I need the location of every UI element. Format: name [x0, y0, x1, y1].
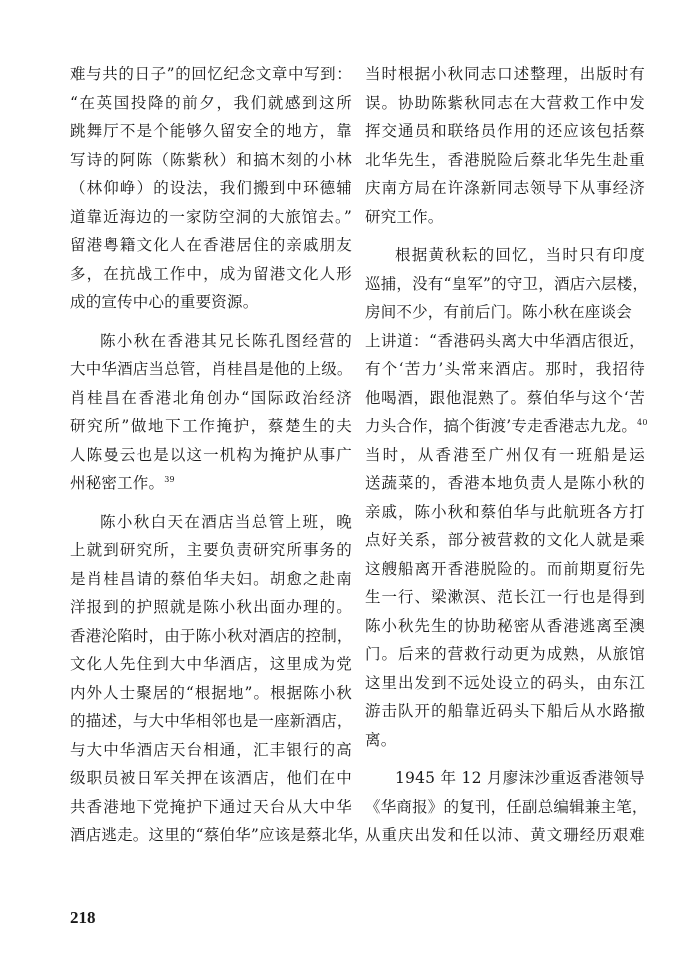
line-text: 力头合作，搞个街渡’专走香港志九龙。 — [365, 417, 638, 435]
text-line: 门。后来的营救行动更为成熟，从旅馆 — [365, 645, 645, 663]
text-line: 误。协助陈紫秋同志在大营救工作中发 — [365, 93, 645, 112]
text-line: 肖桂昌在香港北角创办“国际政治经济 — [70, 388, 352, 407]
page-number: 218 — [70, 908, 96, 927]
text-line: 挥交通员和联络员作用的还应该包括蔡 — [365, 122, 645, 140]
text-line: 酒店逃走。这里的“蔡伯华”应该是蔡北华， — [70, 826, 369, 844]
text-line: 写诗的阿陈（陈紫秋）和搞木刻的小林 — [70, 150, 352, 169]
text-line: 房间不少，有前后门。陈小秋在座谈会 — [365, 303, 632, 321]
text-line: 上就到研究所，主要负责研究所事务的 — [70, 541, 352, 559]
text-line: 留港粤籍文化人在香港居住的亲戚朋友 — [70, 236, 352, 254]
text-line: 有个‘苦力’头常来酒店。那时，我招待 — [365, 360, 645, 378]
text-line: 研究工作。 — [365, 207, 444, 226]
text-line — [365, 412, 648, 441]
paragraph-gap — [365, 754, 645, 764]
text-line: 陈小秋先生的协助秘密从香港逃离至澳 — [365, 616, 645, 635]
right-column — [365, 60, 649, 850]
text-line: 生一行、梁漱溟、范长江一行也是得到 — [365, 588, 645, 606]
text-line: 洋报到的护照就是陈小秋出面办理的。 — [70, 598, 352, 616]
text-line: 他喝酒，跟他混熟了。蔡伯华与这个‘苦 — [365, 388, 645, 407]
text-line: 道靠近海边的一家防空洞的大旅馆去。” — [70, 207, 352, 226]
text-line: 根据黄秋耘的回忆，当时只有印度 — [395, 246, 645, 264]
text-line: 文化人先住到大中华酒店，这里成为党 — [70, 655, 352, 673]
line-text: 州秘密工作。 — [70, 474, 165, 492]
paragraph — [70, 327, 352, 498]
paragraph — [365, 241, 649, 754]
paragraph — [365, 764, 648, 850]
text-line: 庆南方局在许涤新同志领导下从事经济 — [365, 179, 645, 197]
text-line: 亲戚，陈小秋和蔡伯华与此航班各方打 — [365, 502, 645, 521]
text-line: 大中华酒店当总管，肖桂昌是他的上级。 — [70, 360, 353, 378]
footnote-marker: 40 — [637, 417, 648, 427]
paragraph — [365, 60, 645, 231]
text-line: 上讲道：“香港码头离大中华酒店很近， — [365, 331, 645, 350]
paragraph — [70, 60, 352, 317]
text-line: 当时根据小秋同志口述整理，出版时有 — [365, 65, 645, 83]
text-line: 北华先生，香港脱险后蔡北华先生赴重 — [365, 150, 645, 169]
text-line: 送蔬菜的，香港本地负责人是陈小秋的 — [365, 474, 645, 492]
paragraph-gap — [70, 498, 352, 508]
text-line: 多，在抗战工作中，成为留港文化人形 — [70, 264, 352, 283]
text-line: 这里出发到不远处设立的码头，由东江 — [365, 673, 645, 692]
text-line: 级职员被日军关押在该酒店，他们在中 — [70, 769, 352, 787]
text-line: 从重庆出发和任以沛、黄文珊经历艰难 — [365, 826, 645, 844]
text-line: 点好关系，部分被营救的文化人就是乘 — [365, 531, 645, 549]
text-line: 香港沦陷时，由于陈小秋对酒店的控制， — [70, 626, 353, 645]
text-line: 的描述，与大中华相邻也是一座新酒店， — [70, 712, 353, 730]
text-line: 1945 年 12 月廖沫沙重返香港领导 — [395, 769, 645, 787]
text-line: 跳舞厅不是个能够久留安全的地方，靠 — [70, 122, 352, 140]
text-line — [70, 469, 352, 498]
text-line: 游击队开的船靠近码头下船后从水路撤 — [365, 702, 645, 720]
paragraph-gap — [365, 231, 645, 241]
text-line: 成的宣传中心的重要资源。 — [70, 293, 259, 311]
text-line: 巡捕，没有“皇军”的守卫，酒店六层楼， — [365, 274, 649, 293]
text-line: 离。 — [365, 730, 397, 749]
text-line: （林仰峥）的设法，我们搬到中环德辅 — [70, 179, 352, 197]
text-line: 陈小秋白天在酒店当总管上班，晚 — [100, 512, 352, 531]
text-line: 当时，从香港至广州仅有一班船是运 — [365, 445, 645, 464]
text-line: 《华商报》的复刊，任副总编辑兼主笔， — [365, 797, 648, 816]
footnote-marker: 39 — [164, 474, 175, 484]
text-line: 是肖桂昌请的蔡伯华夫妇。胡愈之赴南 — [70, 569, 352, 588]
text-line: 与大中华酒店天台相通，汇丰银行的高 — [70, 740, 352, 759]
text-line: 陈小秋在香港其兄长陈孔图经营的 — [100, 331, 352, 350]
text-line: 难与共的日子”的回忆纪念文章中写到： — [70, 65, 352, 83]
text-line: 研究所”做地下工作掩护，蔡楚生的夫 — [70, 417, 352, 435]
text-line: 共香港地下党掩护下通过天台从大中华 — [70, 797, 352, 816]
text-line: 内外人士聚居的“根据地”。根据陈小秋 — [70, 683, 352, 702]
left-column — [70, 60, 369, 850]
text-line: 这艘船离开香港脱险的。而前期夏衍先 — [365, 559, 645, 578]
paragraph — [70, 508, 369, 850]
text-line: 人陈曼云也是以这一机构为掩护从事广 — [70, 445, 352, 464]
text-line: “在英国投降的前夕，我们就感到这所 — [70, 93, 352, 112]
paragraph-gap — [70, 317, 352, 327]
